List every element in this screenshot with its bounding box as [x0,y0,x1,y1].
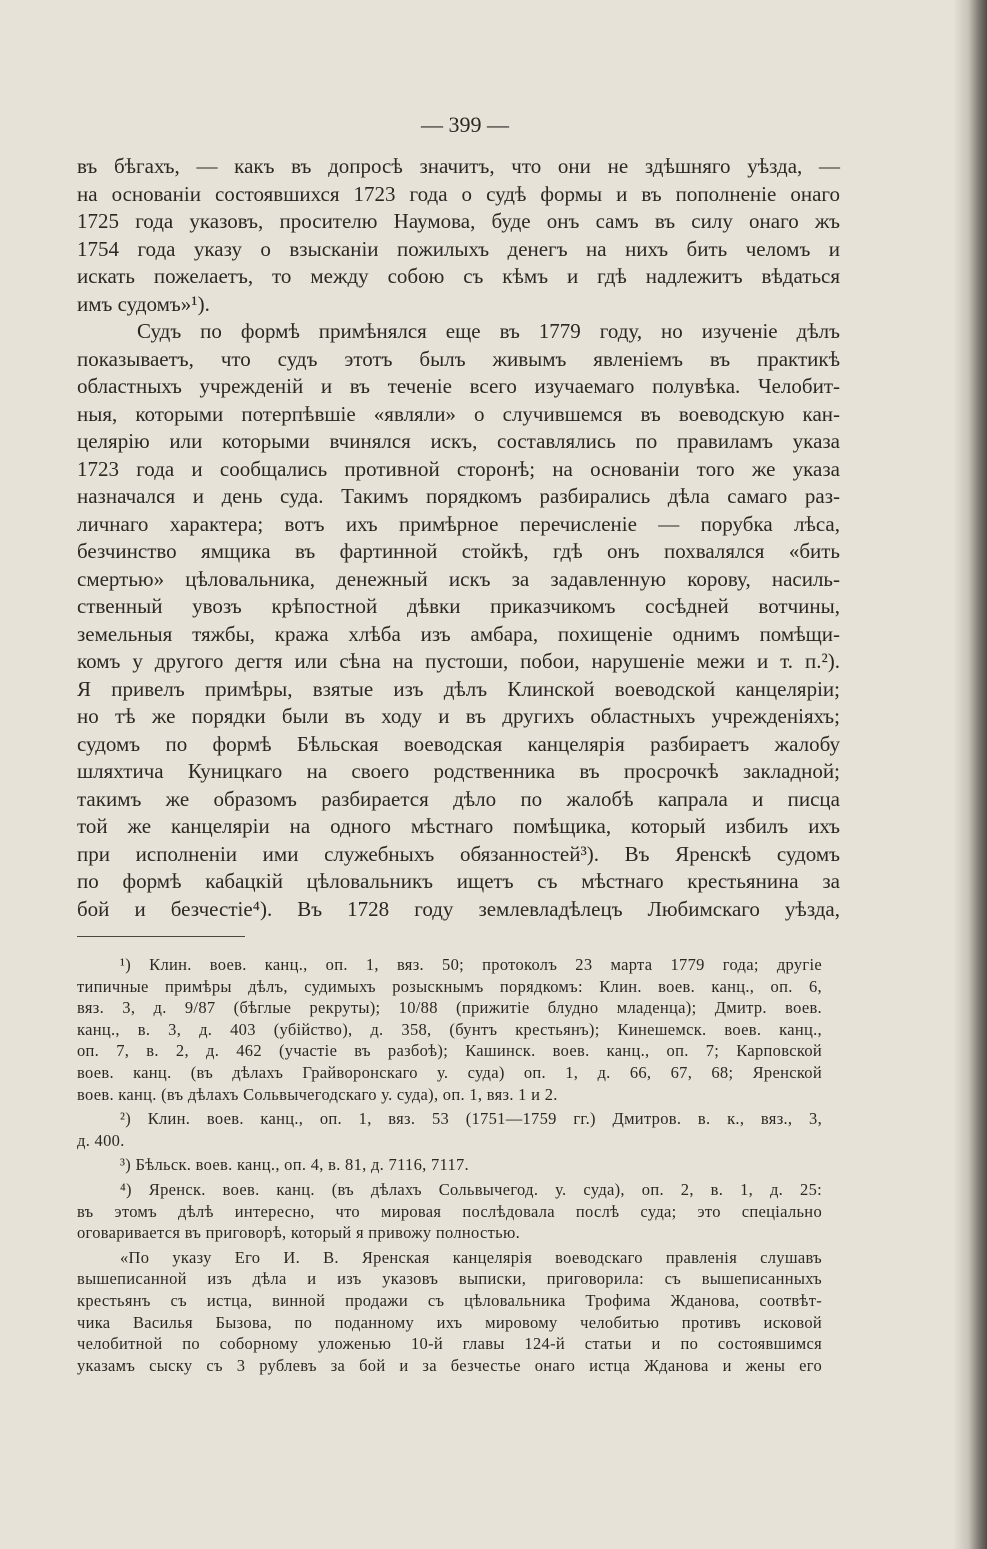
footnote-3 [77,1154,822,1176]
page-number: — 399 — [421,112,509,137]
text-line: ственный увозъ крѣпостной дѣвки приказчикомъ сосѣдней вотчины, [77,594,840,618]
paragraph-1 [77,153,840,318]
footnote-line: оговаривается въ приговорѣ, который я привожу полностью. [77,1223,521,1243]
text-line: судомъ по формѣ Бѣльская воеводская канцелярія разбираетъ жалобу [77,731,840,756]
footnote-1 [77,954,822,1105]
text-line: областныхъ учрежденій и въ теченіе всего изучаемаго полувѣка. Челобит- [77,374,840,398]
text-line: личнаго характера; вотъ ихъ примѣрное перечисленіе — порубка лѣса, [77,511,840,536]
footnote-line: въ этомъ дѣлѣ интересно, что мировая послѣдовала послѣ суда; это спеціально [77,1201,822,1221]
text-line: бой и безчестіе⁴). Въ 1728 году землевладѣлецъ Любимскаго уѣзда, [77,896,840,921]
text-line: назначался и день суда. Такимъ порядкомъ разбирались дѣла самаго раз- [77,484,840,508]
footnote-2 [77,1108,822,1151]
text-line: земельныя тяжбы, кража хлѣба изъ амбара, похищеніе однимъ помѣщи- [77,621,840,646]
footnote-line: вышеписанной изъ дѣла и изъ указовъ выписки, приговорила: съ вышеписанныхъ [77,1269,822,1289]
text-line: ныя, которыми потерпѣвшіе «являли» о случившемся въ воеводскую кан- [77,401,840,426]
footnote-line: ³) Бѣльск. воев. канц., оп. 4, в. 81, д. 7116, 7117. [120,1155,469,1175]
text-line: безчинство ямщика въ фартинной стойкѣ, гдѣ онъ похвалялся «бить [77,539,840,563]
footnote-4-quote [77,1247,822,1377]
footnote-line: чика Василья Бызова, по поданному ихъ мировому челобитью противъ исковой [77,1312,822,1332]
text-line: показываетъ, что судъ этотъ былъ живымъ явленіемъ въ практикѣ [77,346,840,371]
text-line: искать пожелаетъ, то между собою съ кѣмъ и гдѣ надлежитъ вѣдаться [77,264,840,288]
text-line: 1723 года и сообщались противной сторонѣ; на основаніи того же указа [77,456,840,481]
text-line: такимъ же образомъ разбирается дѣло по жалобѣ капрала и писца [77,786,840,811]
footnote-line: указамъ сыску съ 3 рублевъ за бой и за безчестье онаго истца Жданова и жены его [77,1355,822,1375]
body-text [77,153,840,923]
text-line: целярію или которыми вчинялся искъ, составлялись по правиламъ указа [77,429,840,453]
footnote-line: канц., в. 3, д. 403 (убійство), д. 358, (бунтъ крестьянъ); Кинешемск. воев. канц., [77,1019,822,1039]
text-line: при исполненіи ими служебныхъ обязанностей³). Въ Яренскѣ судомъ [77,841,840,866]
text-line: 1725 года указовъ, просителю Наумова, буде онъ самъ въ силу онаго жъ [77,209,840,233]
footnote-line: вяз. 3, д. 9/87 (бѣглые рекруты); 10/88 (прижитіе блудно младенца); Дмитр. воев. [77,998,822,1018]
text-line: 1754 года указу о взысканіи пожилыхъ денегъ на нихъ бить челомъ и [77,236,840,261]
text-line: но тѣ же порядки были въ ходу и въ другихъ областныхъ учрежденіяхъ; [77,704,840,728]
page-edge-shadow [953,0,987,1549]
footnote-line: «По указу Его И. В. Яренская канцелярія воеводскаго правленія слушавъ [120,1247,822,1267]
text-line: въ бѣгахъ, — какъ въ допросѣ значитъ, что они не здѣшняго уѣзда, — [77,154,840,178]
text-line: имъ судомъ»¹). [77,291,210,316]
text-line: Я привелъ примѣры, взятые изъ дѣлъ Клинской воеводской канцеляріи; [77,676,840,701]
text-line: шляхтича Куницкаго на своего родственника въ просрочкѣ закладной; [77,759,840,783]
text-line: на основаніи состоявшихся 1723 года о судѣ формы и въ пополненіе онаго [77,181,840,206]
footnote-line: типичные примѣры дѣлъ, судимыхъ розыскнымъ порядкомъ: Клин. воев. канц., оп. 6, [77,976,822,996]
footnote-line: оп. 7, в. 2, д. 462 (участіе въ разбоѣ); Кашинск. воев. канц., оп. 7; Карповской [77,1041,822,1061]
paragraph-2 [77,318,840,923]
footnote-line: воев. канц. (въ дѣлахъ Сольвычегодскаго у. суда), оп. 1, вяз. 1 и 2. [77,1084,558,1104]
text-line: той же канцеляріи на одного мѣстнаго помѣщика, который избилъ ихъ [77,814,840,838]
footnote-line: д. 400. [77,1130,125,1150]
footnote-line: ¹) Клин. воев. канц., оп. 1, вяз. 50; протоколъ 23 марта 1779 года; другіе [120,955,822,974]
footnote-line: ²) Клин. воев. канц., оп. 1, вяз. 53 (1751—1759 гг.) Дмитров. в. к., вяз., 3, [120,1109,822,1129]
footnote-separator [77,936,245,937]
text-line: по формѣ кабацкій цѣловальникъ ищетъ съ мѣстнаго крестьянина за [77,869,840,893]
footnote-line: ⁴) Яренск. воев. канц. (въ дѣлахъ Сольвычегод. у. суда), оп. 2, в. 1, д. 25: [120,1179,822,1199]
footnotes [77,954,822,1379]
text-line: комъ у другого дегтя или сѣна на пустоши, побои, нарушеніе межи и т. п.²). [77,649,840,673]
text-line: смертью» цѣловальника, денежный искъ за задавленную корову, насиль- [77,566,840,591]
footnote-line: челобитной по соборному уложенью 10-й главы 124-й статьи и по состоявшимся [77,1334,822,1354]
footnote-line: воев. канц. (въ дѣлахъ Грайворонскаго у. суда) оп. 1, д. 66, 67, 68; Яренской [77,1062,822,1082]
text-line: Судъ по формѣ примѣнялся еще въ 1779 году, но изученіе дѣлъ [137,319,840,343]
footnote-line: крестьянъ съ истца, винной продажи съ цѣловальника Трофима Жданова, соотвѣт- [77,1290,822,1310]
footnote-4 [77,1179,822,1244]
